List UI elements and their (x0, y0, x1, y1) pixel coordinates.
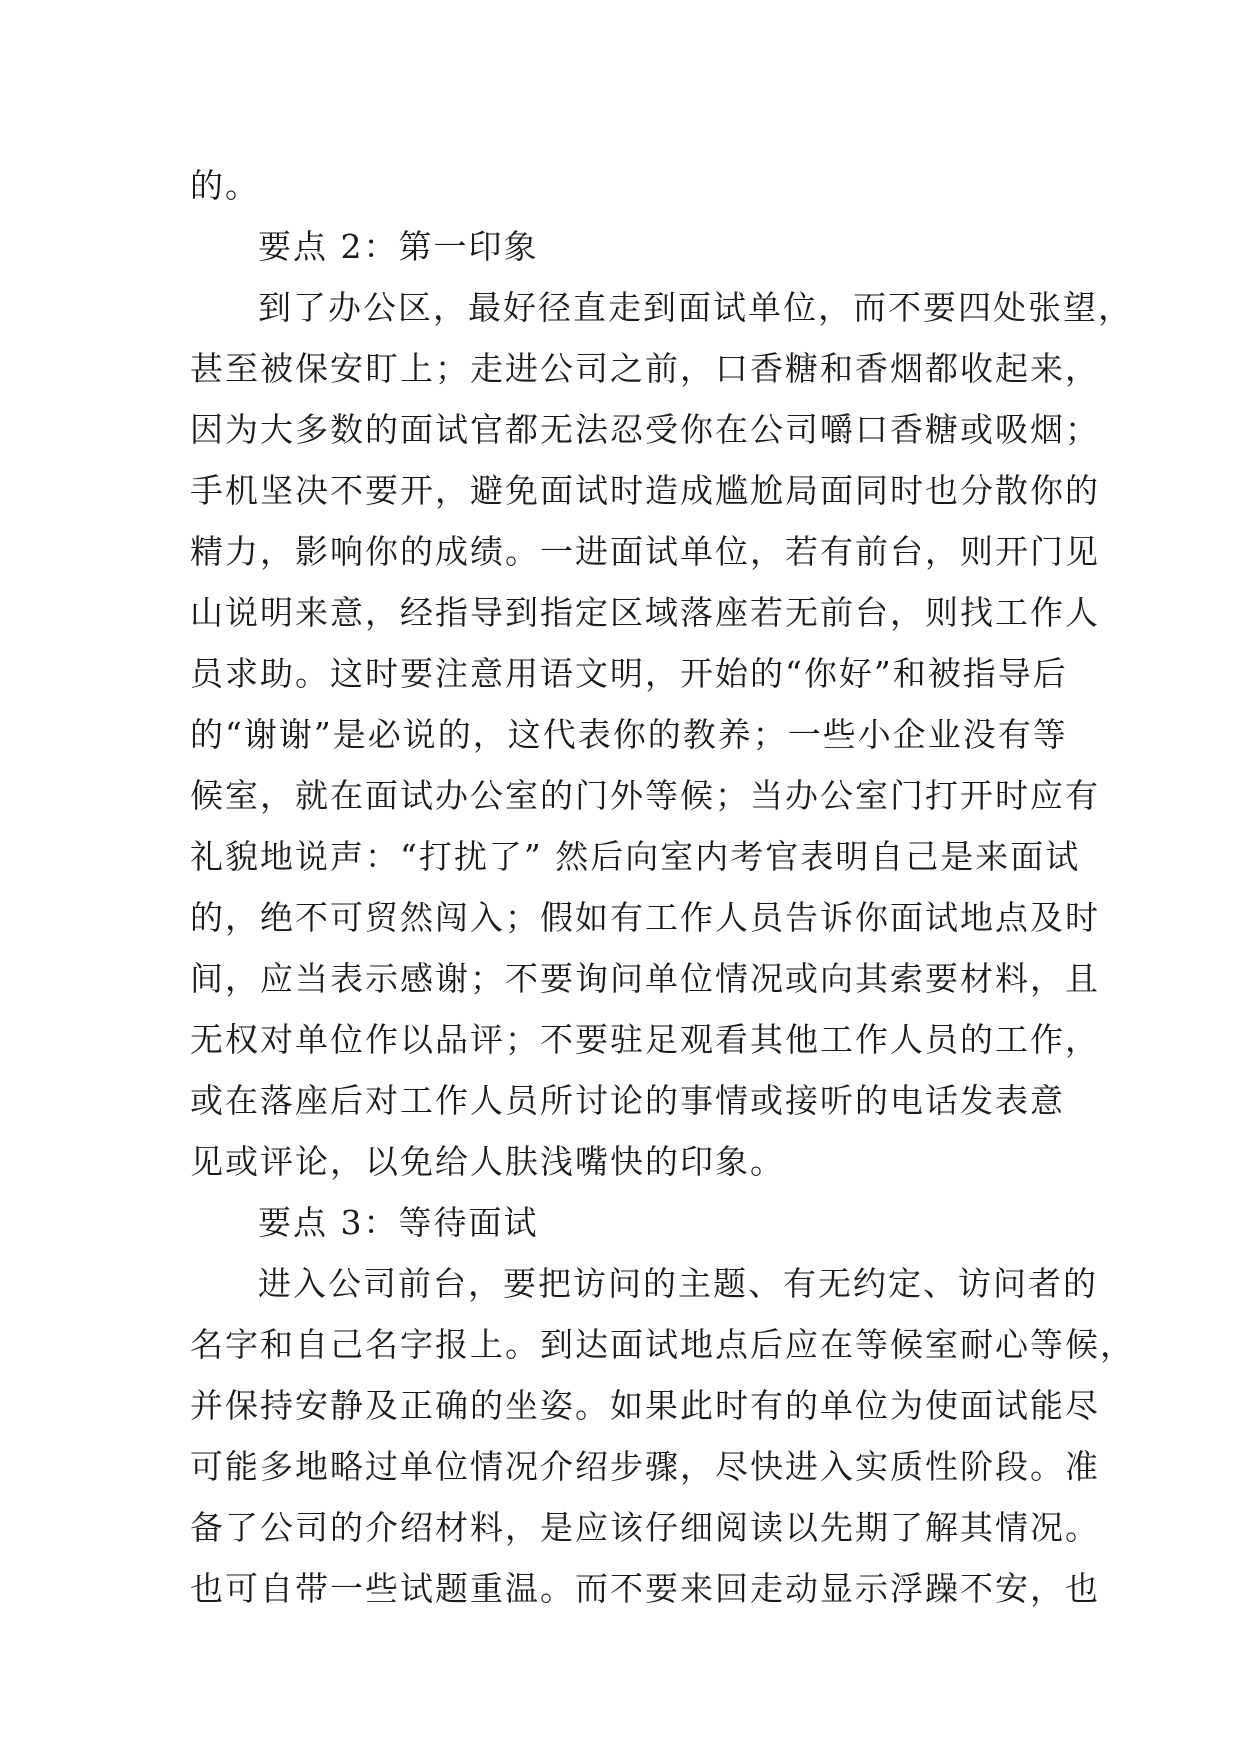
text-line: 候室，就在面试办公室的门外等候；当办公室门打开时应有 (190, 776, 1100, 815)
text-line: 因为大多数的面试官都无法忍受你在公司嚼口香糖或吸烟； (190, 410, 1100, 449)
text-line: 到了办公区，最好径直走到面试单位，而不要四处张望， (258, 288, 1133, 327)
text-line: 名字和自己名字报上。到达面试地点后应在等候室耐心等候， (190, 1325, 1135, 1364)
section-heading: 要点 3：等待面试 (258, 1203, 539, 1242)
text-line: 或在落座后对工作人员所讨论的事情或接听的电话发表意 (190, 1081, 1065, 1120)
section-heading: 要点 2：第一印象 (258, 227, 539, 266)
text-line: 礼貌地说声：“打扰了” 然后向室内考官表明自己是来面试 (190, 837, 1081, 876)
text-line: 的，绝不可贸然闯入；假如有工作人员告诉你面试地点及时 (190, 898, 1100, 937)
text-line: 备了公司的介绍材料，是应该仔细阅读以先期了解其情况。 (190, 1508, 1100, 1547)
text-line: 手机坚决不要开，避免面试时造成尴尬局面同时也分散你的 (190, 471, 1100, 510)
text-line: 精力，影响你的成绩。一进面试单位，若有前台，则开门见 (190, 532, 1100, 571)
text-line: 员求助。这时要注意用语文明，开始的“你好”和被指导后 (190, 654, 1068, 693)
text-line: 的“谢谢”是必说的，这代表你的教养；一些小企业没有等 (190, 715, 1068, 754)
text-line: 也可自带一些试题重温。而不要来回走动显示浮躁不安，也 (190, 1569, 1100, 1608)
text-line: 山说明来意，经指导到指定区域落座若无前台，则找工作人 (190, 593, 1100, 632)
text-line: 见或评论，以免给人肤浅嘴快的印象。 (190, 1142, 785, 1181)
text-line: 间，应当表示感谢；不要询问单位情况或向其索要材料，且 (190, 959, 1100, 998)
text-line: 进入公司前台，要把访问的主题、有无约定、访问者的 (258, 1264, 1098, 1303)
text-line: 的。 (190, 166, 260, 205)
text-line: 并保持安静及正确的坐姿。如果此时有的单位为使面试能尽 (190, 1386, 1100, 1425)
text-line: 可能多地略过单位情况介绍步骤，尽快进入实质性阶段。准 (190, 1447, 1100, 1486)
document-body (190, 155, 1135, 1619)
text-line: 甚至被保安盯上；走进公司之前，口香糖和香烟都收起来， (190, 349, 1100, 388)
text-line: 无权对单位作以品评；不要驻足观看其他工作人员的工作， (190, 1020, 1100, 1059)
